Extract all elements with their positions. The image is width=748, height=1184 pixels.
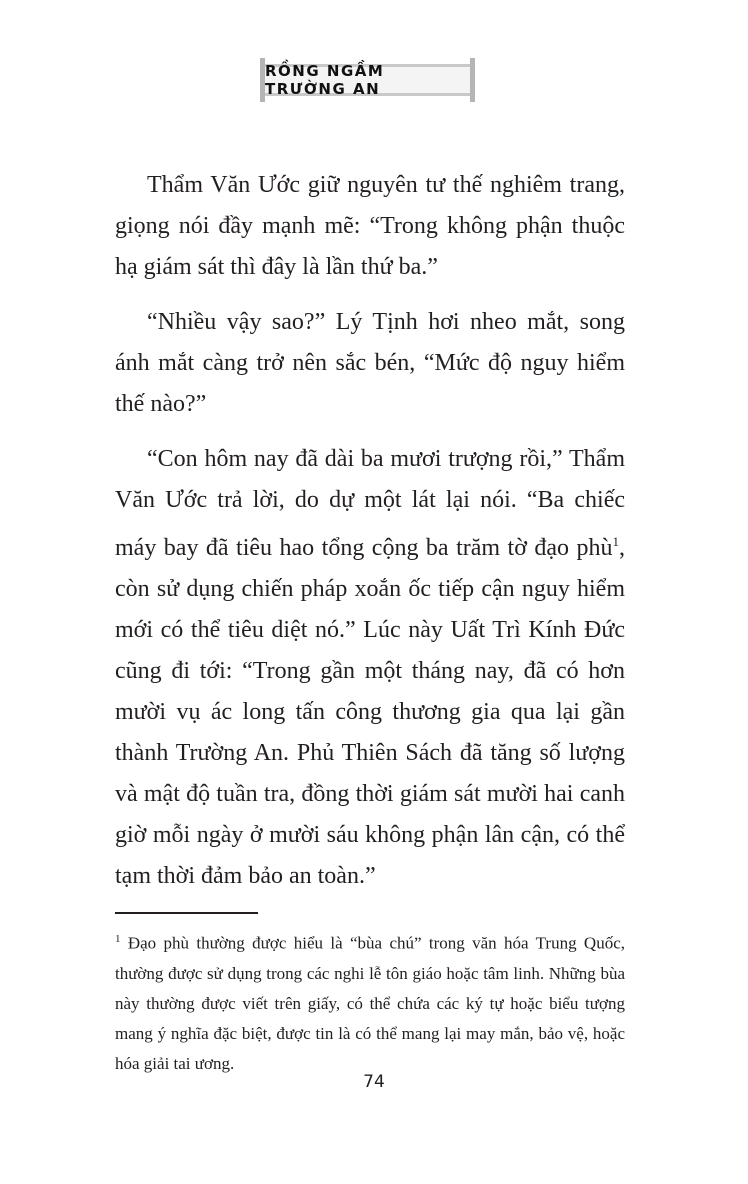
paragraph — [115, 439, 625, 897]
paragraph: “Nhiều vậy sao?” Lý Tịnh hơi nheo mắt, song ánh mắt càng trở nên sắc bén, “Mức độ nguy hiểm thế nào?” — [115, 309, 625, 417]
scroll-banner — [265, 64, 470, 96]
running-header — [260, 58, 475, 102]
page-number: 74 — [363, 1072, 385, 1092]
paragraph-text: “Con hôm nay đã dài ba mươi trượng rồi,” Thẩm Văn Ước trả lời, do dự một lát lại nói. “Ba chiếc máy bay đã tiêu hao tổng cộng ba trăm tờ đạo phù — [115, 446, 625, 561]
footnote-text: Đạo phù thường được hiểu là “bùa chú” trong văn hóa Trung Quốc, thường được sử dụng trong các nghi lễ tôn giáo hoặc tâm linh. Những bùa này thường được viết trên giấy, có thể chứa các ký tự hoặc biểu tượng mang ý nghĩa đặc biệt, được tin là có thể mang lại may mắn, bảo vệ, hoặc hóa giải tai ương. — [115, 933, 625, 1073]
footnote — [115, 924, 625, 1079]
footnote-marker: 1 — [115, 933, 121, 945]
scroll-rod — [260, 58, 265, 102]
footnote-ref: 1 — [612, 534, 619, 549]
body-text — [115, 165, 625, 911]
paragraph: Thẩm Văn Ước giữ nguyên tư thế nghiêm trang, giọng nói đầy mạnh mẽ: “Trong không phận thuộc hạ giám sát thì đây là lần thứ ba.” — [115, 172, 625, 280]
footnote-divider — [115, 912, 258, 914]
scroll-rod — [470, 58, 475, 102]
book-title: RỒNG NGẦM TRƯỜNG AN — [265, 62, 385, 98]
paragraph-text: , còn sử dụng chiến pháp xoắn ốc tiếp cận nguy hiểm mới có thể tiêu diệt nó.” Lúc này Uất Trì Kính Đức cũng đi tới: “Trong gần một tháng nay, đã có hơn mười vụ ác long tấn công thương gia qua lại gần thành Trường An. Phủ Thiên Sách đã tăng số lượng và mật độ tuần tra, đồng thời giám sát mười hai canh giờ mỗi ngày ở mười sáu không phận lân cận, có thể tạm thời đảm bảo an toàn.” — [115, 535, 625, 889]
